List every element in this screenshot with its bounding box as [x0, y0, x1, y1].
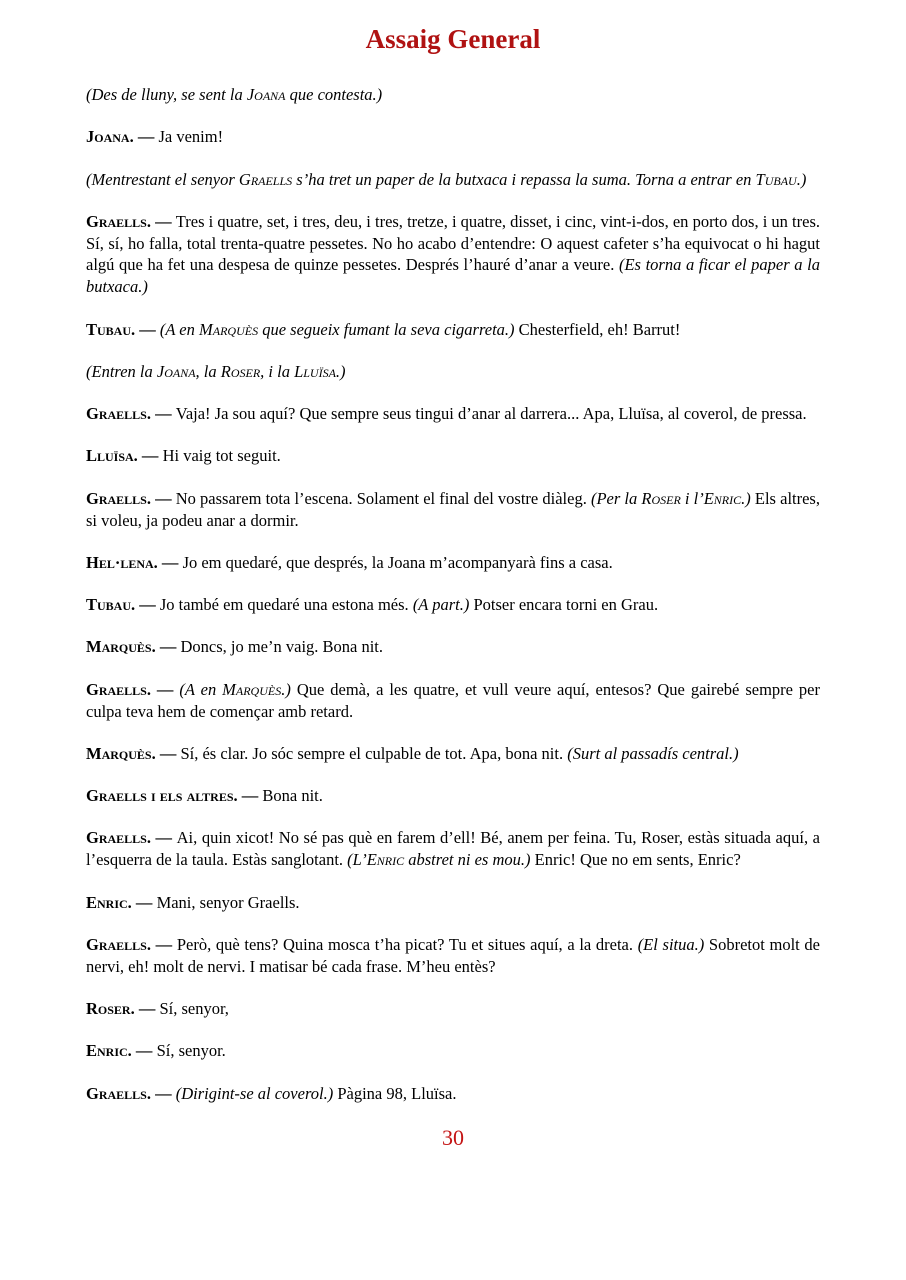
stage-direction: Marquès: [199, 319, 259, 339]
dialogue-text: Sí, és clar. Jo sóc sempre el culpable de tot. Apa, bona nit.: [180, 743, 568, 763]
paragraph: [86, 488, 820, 532]
stage-direction: (Per la: [590, 488, 642, 508]
dialogue-text: Jo també em quedaré una estona més.: [159, 595, 413, 615]
dialogue-text: Ai, quin xicot! No sé pas què en farem d’ell! Bé, anem per feina. Tu, Roser, estàs situada aquí, a l’esquerra de la taula. Estàs sanglotant.: [86, 828, 820, 870]
dialogue-text: Però, què tens? Quina mosca t’ha picat? Tu et situes aquí, a la dreta.: [176, 934, 638, 954]
stage-direction: (El situa.): [637, 934, 705, 954]
stage-direction: (A part.): [412, 595, 470, 615]
speaker-name: Graells. —: [86, 211, 176, 231]
paragraph: [86, 998, 820, 1020]
paragraph: [86, 743, 820, 765]
paragraph: [86, 679, 820, 723]
paragraph: [86, 892, 820, 914]
paragraph: [86, 1083, 820, 1105]
speaker-name: Joana. —: [86, 127, 159, 147]
paragraph: [86, 211, 820, 298]
stage-direction: que segueix fumant la seva cigarreta.): [258, 319, 515, 339]
speaker-name: Marquès. —: [86, 637, 181, 657]
dialogue-text: Pàgina 98, Lluïsa.: [333, 1083, 457, 1103]
speaker-name: Tubau. —: [86, 595, 160, 615]
stage-direction: (Surt al passadís central.): [567, 743, 739, 763]
stage-direction: (L’: [347, 850, 367, 870]
stage-direction: (A en: [179, 679, 223, 699]
speaker-name: Graells. —: [86, 1083, 176, 1103]
paragraph: [86, 636, 820, 658]
paragraph: [86, 785, 820, 807]
stage-direction: .): [796, 169, 807, 189]
dialogue-text: Sí, senyor.: [156, 1041, 226, 1061]
speaker-name: Roser. —: [86, 998, 160, 1018]
speaker-name: Graells i els altres. —: [86, 786, 263, 806]
stage-direction: (A en: [159, 319, 199, 339]
speaker-name: Tubau. —: [86, 319, 160, 339]
speaker-name: Lluïsa. —: [86, 446, 163, 466]
stage-direction: Tubau: [755, 169, 797, 189]
stage-direction: s’ha tret un paper de la butxaca i repassa la suma. Torna a entrar en: [292, 169, 756, 189]
speaker-name: Graells. —: [86, 488, 176, 508]
stage-direction: .): [335, 361, 346, 381]
stage-direction: Marquès: [222, 679, 282, 699]
stage-direction: (Mentrestant el senyor: [86, 169, 239, 189]
speaker-name: Graells. —: [86, 404, 176, 424]
dialogue-text: Mani, senyor Graells.: [156, 892, 300, 912]
dialogue-text: Chesterfield, eh! Barrut!: [514, 319, 681, 339]
page-number: 30: [442, 1124, 464, 1150]
stage-direction: abstret ni es mou.): [404, 850, 531, 870]
stage-direction: Joana: [246, 85, 286, 104]
paragraph: [86, 934, 820, 978]
paragraph: [86, 319, 820, 341]
paragraph: [86, 169, 820, 191]
paragraph: [86, 126, 820, 148]
stage-direction: (Es torna a ficar el paper a la butxaca.): [86, 255, 821, 297]
dialogue-text: Sí, senyor,: [159, 998, 229, 1018]
dialogue-text: Hi vaig tot seguit.: [162, 446, 281, 466]
dialogue-text: No passarem tota l’escena. Solament el final del vostre diàleg.: [175, 488, 591, 508]
dialogue-text: Vaja! Ja sou aquí? Que sempre seus tingui d’anar al darrera... Apa, Lluïsa, al coverol, de pressa.: [175, 404, 807, 424]
stage-direction: Roser: [220, 361, 261, 381]
dialogue-text: Sobretot molt de nervi, eh! molt de nervi. I matisar bé cada frase. M’heu entès?: [86, 934, 820, 976]
stage-direction: , la: [195, 361, 221, 381]
stage-direction: Enric: [366, 850, 405, 870]
stage-direction: .): [741, 488, 751, 508]
script-content: [86, 84, 820, 1104]
dialogue-text: Jo em quedaré, que després, la Joana m’acompanyarà fins a casa.: [182, 552, 613, 572]
dialogue-text: Ja venim!: [158, 127, 224, 147]
dialogue-text: Tres i quatre, set, i tres, deu, i tres, tretze, i quatre, disset, i cinc, vint-i-dos, en porto dos, i un tres. Sí, sí, ho falla, total trenta-quatre pessetes. No ho acabo d’entendre: O aquest cafeter s’ha equivocat o hi hagut algú que ha fet una despesa de quinze pessetes. Després l’hauré d’anar a veure.: [86, 211, 820, 275]
paragraph: [86, 552, 820, 574]
speaker-name: Graells. —: [86, 828, 177, 848]
stage-direction: (Entren la: [86, 361, 157, 381]
stage-direction: , i la: [260, 361, 295, 381]
paragraph: [86, 361, 820, 383]
stage-direction: Roser: [641, 488, 681, 508]
paragraph: [86, 594, 820, 616]
speaker-name: Graells. —: [86, 934, 177, 954]
stage-direction: Enric: [703, 488, 742, 508]
paragraph: [86, 827, 820, 871]
speaker-name: Marquès. —: [86, 743, 181, 763]
stage-direction: que contesta.): [285, 85, 383, 104]
dialogue-text: Enric! Que no em sents, Enric?: [530, 850, 741, 870]
dialogue-text: Els altres, si voleu, ja podeu anar a dormir.: [86, 488, 820, 530]
dialogue-text: Doncs, jo me’n vaig. Bona nit.: [180, 637, 384, 657]
paragraph: [86, 403, 820, 425]
stage-direction: i l’: [680, 488, 704, 508]
dialogue-text: Bona nit.: [262, 786, 323, 806]
paragraph: [86, 84, 820, 106]
paragraph: [86, 445, 820, 467]
speaker-name: Graells. —: [86, 679, 180, 699]
stage-direction: Graells: [238, 169, 293, 189]
paragraph: [86, 1040, 820, 1062]
stage-direction: (Dirigint-se al coverol.): [175, 1083, 334, 1103]
speaker-name: Enric. —: [86, 892, 157, 912]
stage-direction: (Des de lluny, se sent la: [86, 85, 247, 104]
dialogue-text: Potser encara torni en Grau.: [469, 595, 659, 615]
page-title: Assaig General: [365, 24, 541, 54]
speaker-name: Hel·lena. —: [86, 552, 183, 572]
stage-direction: .): [281, 679, 291, 699]
stage-direction: Lluïsa: [294, 361, 336, 381]
dialogue-text: Que demà, a les quatre, et vull veure aquí, entesos? Que gairebé sempre per culpa teva hem de començar amb retard.: [86, 679, 820, 721]
stage-direction: Joana: [156, 361, 196, 381]
speaker-name: Enric. —: [86, 1041, 157, 1061]
